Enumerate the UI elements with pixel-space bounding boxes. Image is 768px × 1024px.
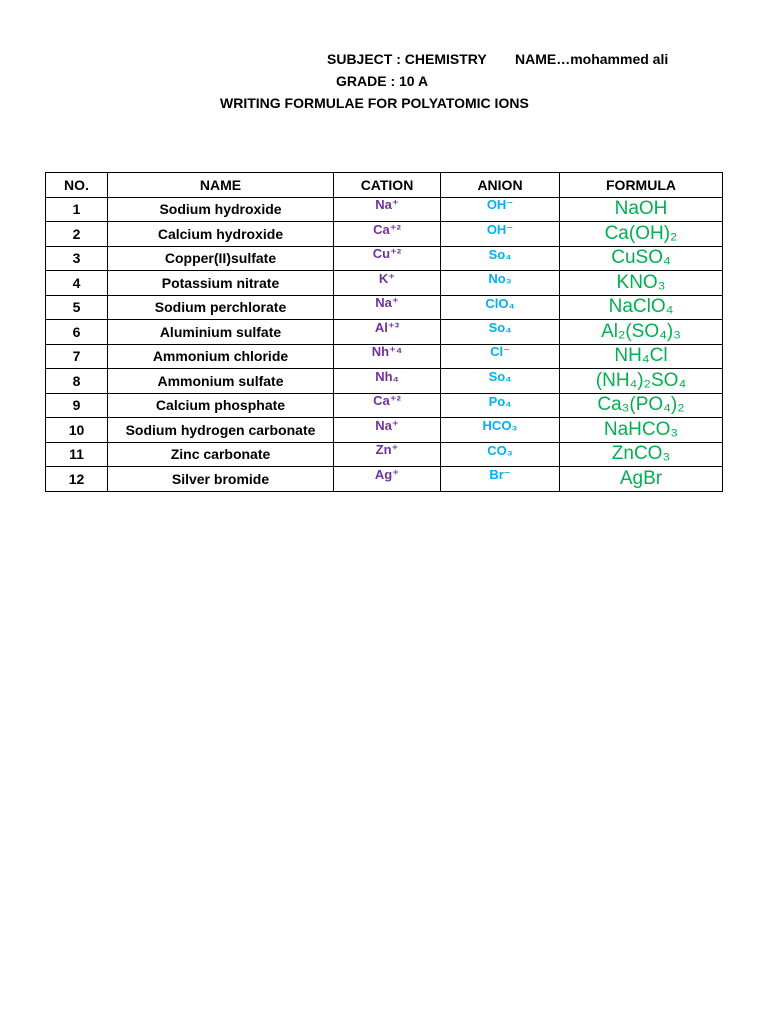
compound-name: Copper(II)sulfate (108, 246, 334, 271)
anion-cell (441, 393, 560, 418)
row-number: 10 (46, 418, 108, 443)
compound-name: Ammonium chloride (108, 344, 334, 369)
compound-name: Ammonium sulfate (108, 369, 334, 394)
formula-cell (560, 393, 723, 418)
anion-cell-text: Br⁻ (489, 466, 511, 482)
formula-cell-text: Al₂(SO₄)₃ (601, 320, 681, 342)
subject-label: SUBJECT : CHEMISTRY (327, 51, 487, 67)
cation-cell-text: Na⁺ (375, 295, 399, 311)
row-number: 3 (46, 246, 108, 271)
anion-cell-text: Po₄ (488, 393, 512, 409)
formula-cell-text: AgBr (619, 467, 663, 489)
cation-cell-text: Ag⁺ (374, 466, 400, 482)
grade-label: GRADE : 10 A (336, 73, 429, 89)
compound-name: Zinc carbonate (108, 442, 334, 467)
formula-cell (560, 222, 723, 247)
cation-cell-text: Al⁺³ (374, 319, 400, 335)
anion-cell-text: ClO₄ (485, 295, 515, 311)
cation-cell (334, 418, 441, 443)
cation-cell (334, 442, 441, 467)
cation-cell-text: K⁺ (378, 270, 396, 286)
cation-cell (334, 246, 441, 271)
row-number: 1 (46, 197, 108, 222)
row-number: 5 (46, 295, 108, 320)
cation-cell (334, 222, 441, 247)
anion-cell (441, 369, 560, 394)
formula-cell-text: CuSO₄ (611, 247, 671, 269)
table-row (46, 467, 723, 492)
formula-cell (560, 369, 723, 394)
anion-cell (441, 222, 560, 247)
column-header-cation: CATION (334, 173, 441, 198)
anion-cell-text: HCO₃ (482, 418, 518, 434)
cation-cell (334, 344, 441, 369)
formula-cell (560, 467, 723, 492)
table-row (46, 442, 723, 467)
row-number: 8 (46, 369, 108, 394)
formula-cell (560, 344, 723, 369)
row-number: 11 (46, 442, 108, 467)
row-number: 4 (46, 271, 108, 296)
column-header-no: NO. (46, 173, 108, 198)
cation-cell (334, 295, 441, 320)
formula-cell-text: KNO₃ (616, 271, 666, 293)
table-row (46, 344, 723, 369)
anion-cell-text: OH⁻ (486, 197, 514, 213)
cation-cell (334, 467, 441, 492)
formula-cell-text: NaClO₄ (608, 296, 674, 318)
anion-cell-text: No₃ (488, 271, 512, 287)
table-row (46, 295, 723, 320)
compound-name: Sodium perchlorate (108, 295, 334, 320)
cation-cell-text: Nh⁺⁴ (371, 344, 403, 360)
anion-cell (441, 467, 560, 492)
cation-cell-text: Ca⁺² (373, 393, 401, 409)
table-row (46, 246, 723, 271)
table-row (46, 222, 723, 247)
anion-cell (441, 320, 560, 345)
compound-name: Calcium hydroxide (108, 222, 334, 247)
formula-cell (560, 295, 723, 320)
compound-name: Aluminium sulfate (108, 320, 334, 345)
row-number: 2 (46, 222, 108, 247)
table-row (46, 271, 723, 296)
table-row (46, 197, 723, 222)
anion-cell-text: CO₃ (487, 442, 513, 458)
cation-cell (334, 271, 441, 296)
cation-cell-text: Cu⁺² (372, 246, 402, 262)
cation-cell-text: Nh₄ (375, 369, 399, 385)
formula-cell-text: (NH₄)₂SO₄ (595, 369, 687, 391)
formula-cell (560, 418, 723, 443)
formula-cell-text: NH₄Cl (614, 345, 668, 367)
formula-cell (560, 442, 723, 467)
page-title: WRITING FORMULAE FOR POLYATOMIC IONS (220, 95, 529, 111)
cation-cell-text: Ca⁺² (373, 221, 401, 237)
table-row (46, 418, 723, 443)
column-header-formula: FORMULA (560, 173, 723, 198)
cation-cell-text: Na⁺ (375, 417, 399, 433)
cation-cell (334, 369, 441, 394)
formula-cell (560, 320, 723, 345)
row-number: 12 (46, 467, 108, 492)
anion-cell-text: So₄ (488, 246, 512, 262)
table-row (46, 320, 723, 345)
anion-cell-text: So₄ (488, 320, 512, 336)
cation-cell (334, 197, 441, 222)
row-number: 6 (46, 320, 108, 345)
compound-name: Sodium hydroxide (108, 197, 334, 222)
formula-cell (560, 246, 723, 271)
compound-name: Sodium hydrogen carbonate (108, 418, 334, 443)
compound-name: Calcium phosphate (108, 393, 334, 418)
anion-cell-text: Cl⁻ (490, 344, 510, 360)
formula-cell-text: NaHCO₃ (603, 418, 679, 440)
formula-cell (560, 197, 723, 222)
polyatomic-ions-table (45, 172, 723, 492)
table-header-row (46, 173, 723, 198)
formula-cell-text: ZnCO₃ (611, 443, 671, 465)
anion-cell (441, 295, 560, 320)
anion-cell (441, 418, 560, 443)
cation-cell (334, 393, 441, 418)
compound-name: Silver bromide (108, 467, 334, 492)
table-body (46, 197, 723, 491)
formula-cell-text: Ca₃(PO₄)₂ (597, 394, 685, 416)
anion-cell (441, 271, 560, 296)
table-row (46, 369, 723, 394)
formula-cell-text: NaOH (614, 198, 668, 220)
column-header-name: NAME (108, 173, 334, 198)
anion-cell-text: So₄ (488, 369, 512, 385)
cation-cell (334, 320, 441, 345)
anion-cell-text: OH⁻ (486, 221, 514, 237)
anion-cell (441, 197, 560, 222)
table-row (46, 393, 723, 418)
cation-cell-text: Na⁺ (375, 197, 399, 213)
student-name: NAME…mohammed ali (515, 51, 669, 67)
row-number: 9 (46, 393, 108, 418)
cation-cell-text: Zn⁺ (375, 442, 399, 458)
formula-cell (560, 271, 723, 296)
row-number: 7 (46, 344, 108, 369)
formula-cell-text: Ca(OH)₂ (604, 222, 678, 244)
anion-cell (441, 246, 560, 271)
column-header-anion: ANION (441, 173, 560, 198)
anion-cell (441, 344, 560, 369)
compound-name: Potassium nitrate (108, 271, 334, 296)
anion-cell (441, 442, 560, 467)
